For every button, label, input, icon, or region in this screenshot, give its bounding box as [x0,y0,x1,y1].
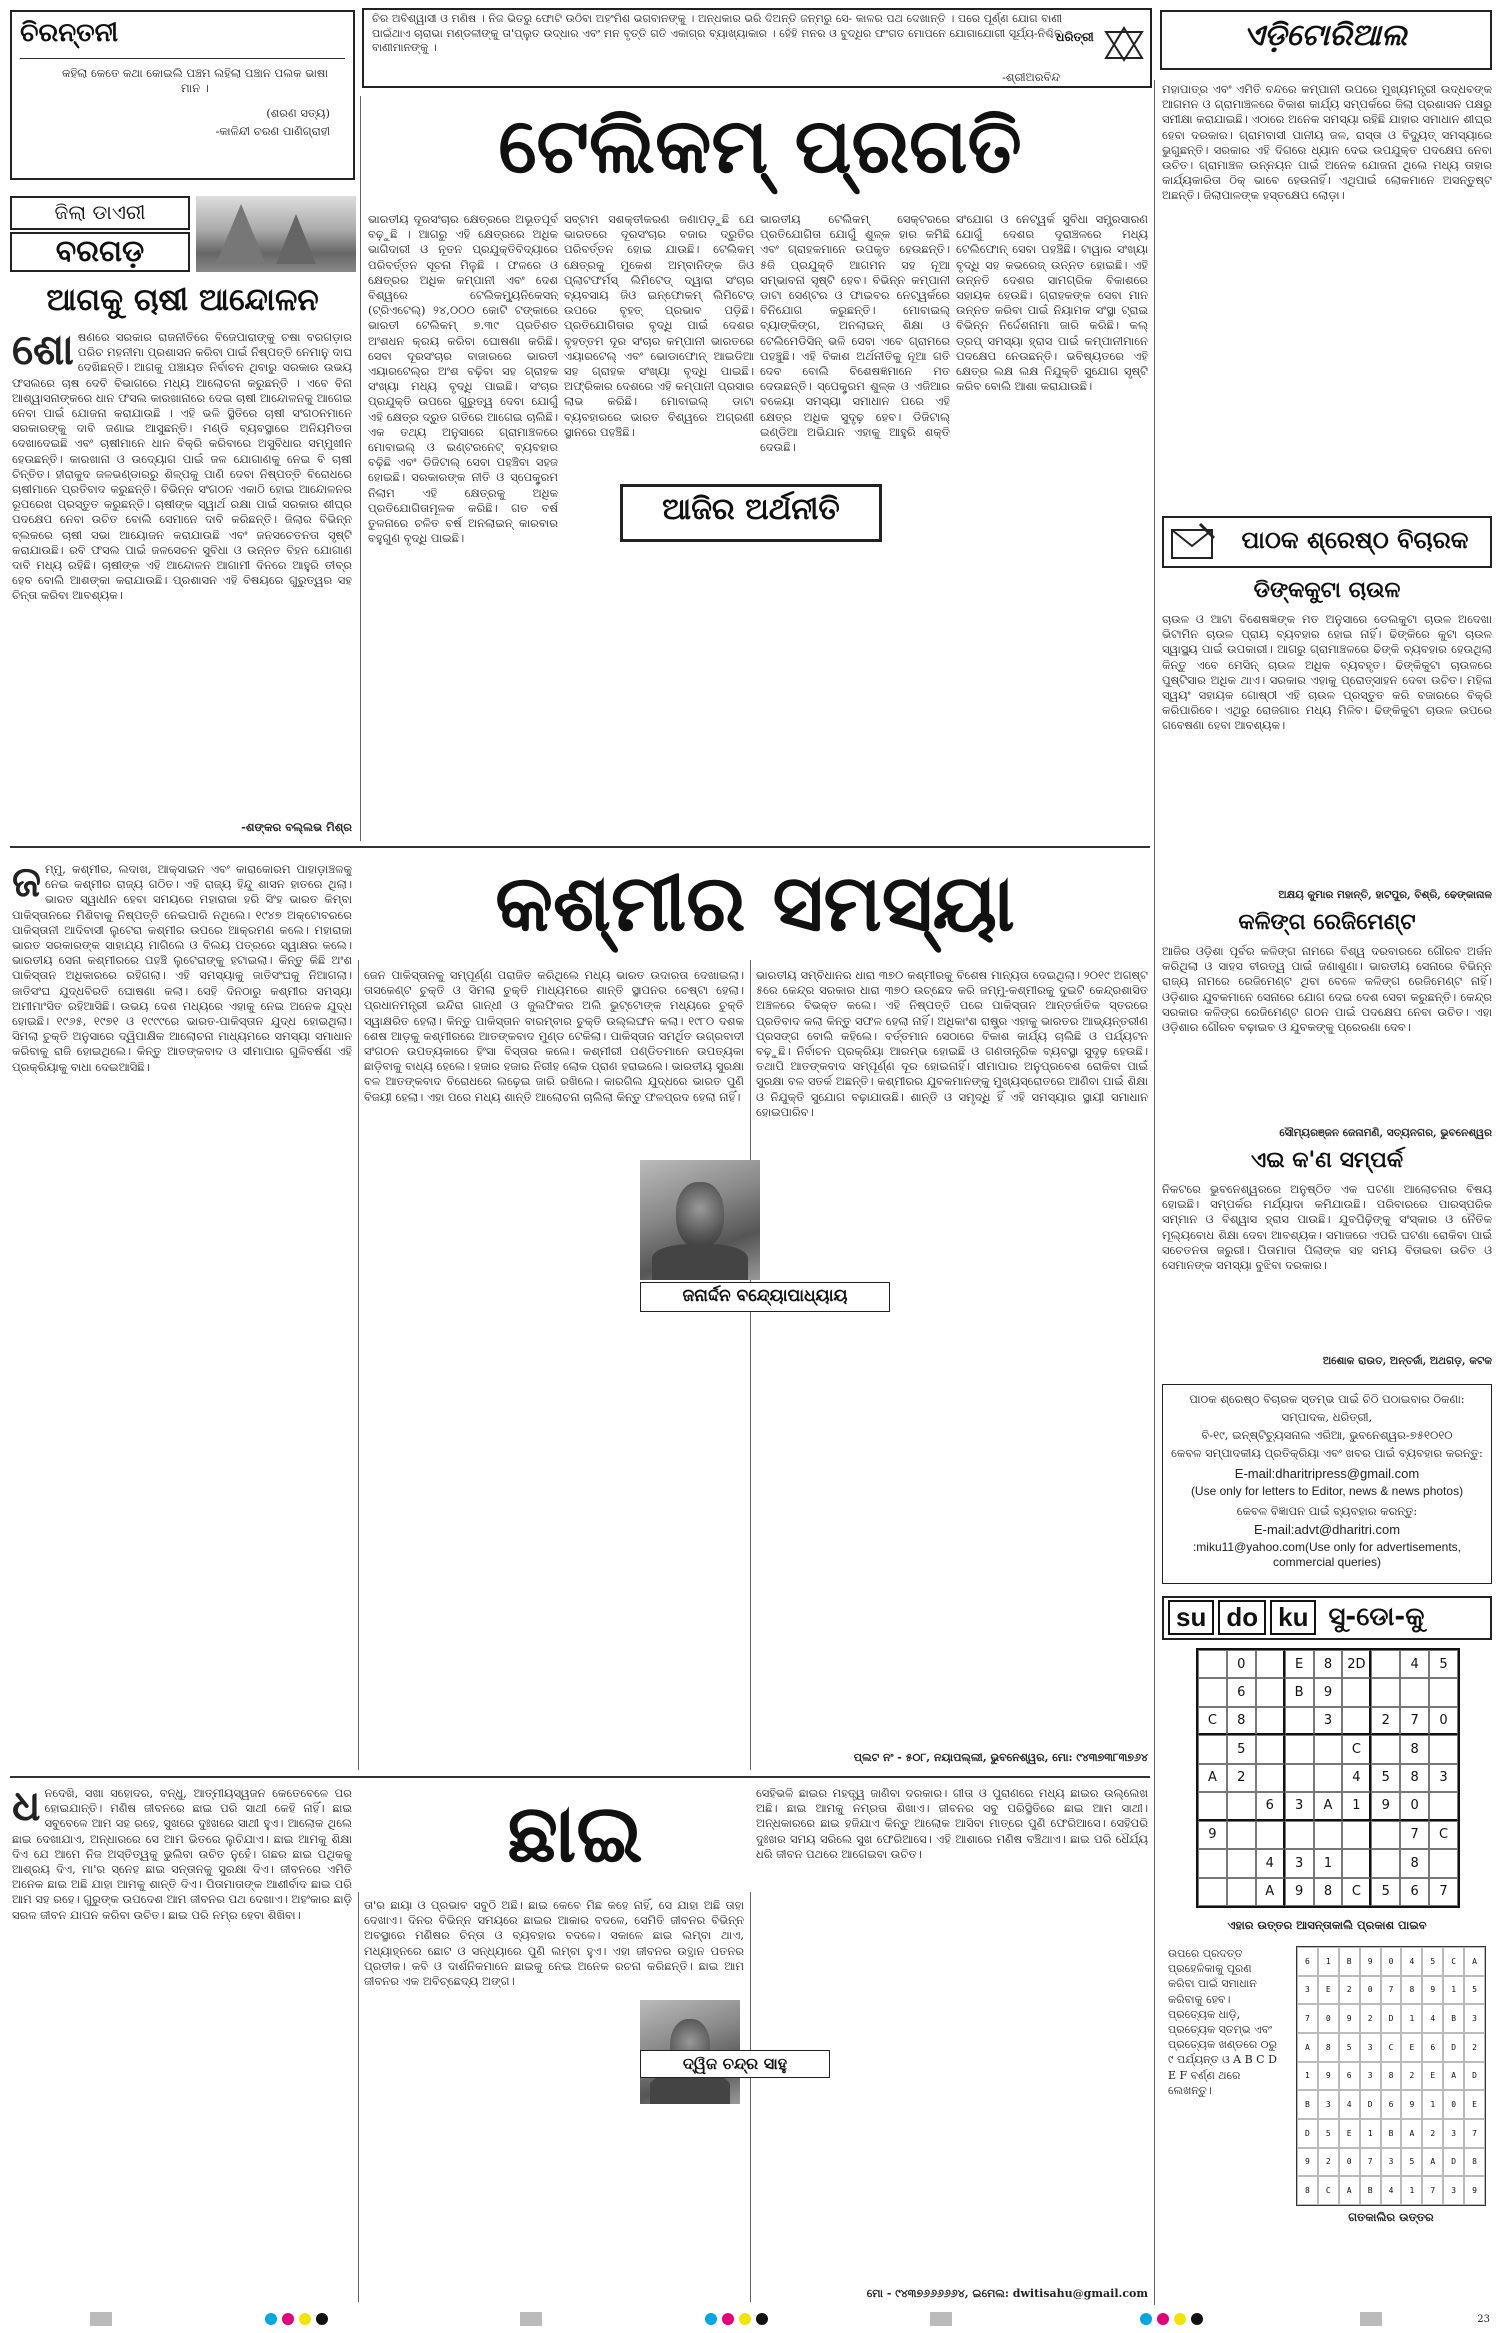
reg-dot-cyan [265,2313,277,2325]
answer-cell: B [1297,2090,1318,2119]
sudoku-cell[interactable] [1285,1707,1314,1735]
reg-dot-cyan-3 [1140,2313,1152,2325]
chirantani-rule [20,58,345,59]
sudoku-cell[interactable]: 5 [1227,1735,1256,1763]
answer-cell: A [1464,1947,1485,1976]
sudoku-cell[interactable] [1342,1849,1371,1877]
answer-cell: E [1464,2090,1485,2119]
zilla-diary-label: ଜିଲା ଡାଏରୀ [54,200,146,224]
answer-cell: 7 [1381,1976,1402,2005]
reg-dot-black-3 [1191,2313,1203,2325]
sudoku-cell[interactable]: 7 [1400,1821,1429,1849]
telecom-col3: ଭାରତୀୟ ଟେଲିକମ୍ ସେକ୍ଟରରେ ପ୍ରତିଯୋଗିତା ଯୋଗୁଁ ଶୁଳ୍କ ହାର କମିଛି ଏବଂ ଗ୍ରାହକମାନେ ଉପକୃତ ହେଉଛନ୍ତି। ୫ଜି ପ୍ରଯୁକ୍ତି ଆଗମନ ସହ ନୂଆ ସମ୍ଭାବନା ସୃଷ୍ଟି ହେବ। ବିଭିନ୍ନ କମ୍ପାନୀ ଡାଟା ସେଣ୍ଟର ଓ ଫାଇବର ନେଟ୍‌ୱର୍କରେ ବିନିଯୋଗ କରୁଛନ୍ତି। ମୋବାଇଲ୍ ବ୍ୟାଙ୍କିଙ୍ଗ, ଅନଲାଇନ୍ ଶିକ୍ଷା ଓ ଟେଲିମେଡିସିନ୍ ଭଳି ସେବା ଏବେ ଗ୍ରାମରେ ପହଞ୍ଚୁଛି। ଏହି ବିକାଶ ଅର୍ଥନୀତିକୁ ନୂଆ ଗତି ଦେବ ବୋଲି ବିଶେଷଜ୍ଞମାନେ ମତ ଦେଉଛନ୍ତି। ସ୍ପେକ୍ଟ୍ରମ ଶୁଳ୍କ ଓ ଏଜିଆର ବକେୟା ସମସ୍ୟା ସମାଧାନ ପରେ ଏହି କ୍ଷେତ୍ର ଅଧିକ ସୁଦୃଢ଼ ହେବ। ଡିଜିଟାଲ୍ ଇଣ୍ଡିଆ ଅଭିଯାନ ଏହାକୁ ଆହୁରି ଶକ୍ତି ଦେଉଛି। [760,212,950,455]
sudoku-cell[interactable]: 7 [1400,1707,1429,1735]
sudoku-cell[interactable]: C [1342,1735,1371,1763]
answer-cell: 5 [1339,2033,1360,2062]
sudoku-cell[interactable] [1285,1821,1314,1849]
sudoku-cell[interactable] [1256,1678,1285,1706]
sudoku-instructions: ଉପରେ ପ୍ରଦତ୍ତ ପ୍ରହେଳିକାକୁ ପୂରଣ କରିବା ପାଇଁ ସମାଧାନ କରିବାକୁ ହେବ। ପ୍ରତ୍ୟେକ ଧାଡ଼ି, ପ୍ରତ୍ୟେକ ସ୍ତମ୍ଭ ଏବଂ ପ୍ରତ୍ୟେକ ଖଣ୍ଡରେ ୦ରୁ ୯ ପର୍ଯ୍ୟନ୍ତ ଓ A B C D E F ବର୍ଣ୍ଣ ଥରେ ଲେଖନ୍ତୁ। [1168,1947,1277,2097]
sudoku-answer-label: ଗତକାଲିର ଉତ୍ତର [1348,2210,1434,2224]
star-emblem-icon [1104,26,1144,62]
answer-cell: 1 [1422,2090,1443,2119]
chirantani-author: -କାଳିନ୍ଦୀ ଚରଣ ପାଣିଗ୍ରାହୀ [215,124,330,138]
sudoku-cell[interactable] [1429,1735,1458,1763]
answer-cell: 3 [1297,1976,1318,2005]
sudoku-cell[interactable] [1198,1849,1227,1877]
sudoku-cell[interactable] [1342,1821,1371,1849]
editorial-brand: ଏଡ଼ିଟୋରିଆଲ [1243,18,1407,53]
answer-cell: C [1381,2033,1402,2062]
answer-cell: 7 [1297,2004,1318,2033]
banner-author: -ଶ୍ରୀଅରବିନ୍ଦ [1002,70,1060,84]
sudoku-cell[interactable] [1429,1849,1458,1877]
sudoku-cell[interactable] [1227,1821,1256,1849]
email-editor-use: (Use only for letters to Editor, news & news photos) [1190,1484,1464,1498]
answer-cell: 5 [1422,1947,1443,1976]
chirantani-source: (ଶରଣ ସତ୍ୟ) [266,106,330,120]
reg-dot-yellow-3 [1174,2313,1186,2325]
sudoku-title-su: su [1168,1600,1214,1635]
sudoku-cell[interactable]: 9 [1371,1792,1400,1820]
answer-cell: 1 [1401,2004,1422,2033]
answer-cell: 6 [1422,2033,1443,2062]
column-divider-1 [360,96,361,841]
answer-cell: A [1339,2176,1360,2205]
sudoku-cell[interactable] [1314,1821,1343,1849]
reg-dot-yellow [299,2313,311,2325]
zilla-district: ବରଗଡ଼ [55,234,145,269]
answer-cell: 1 [1360,2119,1381,2148]
telecom-headline: ଟେଲିକମ୍ ପ୍ରଗତି [498,101,1022,190]
section-rule-kashmir [10,846,1150,848]
kashmir-contact: ପ୍ଲଟ ନଂ - ୫୦୮, ନୟାପଲ୍ଲୀ, ଭୁବନେଶ୍ୱର, ମୋ: ୯୪୩୭୩୮୩୭୬୪ [853,1751,1148,1764]
answer-cell: 1 [1318,1947,1339,1976]
crop-mark-4 [1360,2312,1382,2326]
answer-cell: 6 [1339,2062,1360,2091]
answer-cell: 3 [1318,2090,1339,2119]
answer-cell: 0 [1360,1976,1381,2005]
answer-cell: 2 [1318,2148,1339,2177]
sudoku-cell[interactable] [1285,1735,1314,1763]
answer-cell: 5 [1464,1976,1485,2005]
temple-photo [196,196,356,272]
banner-quote: ଚିର ଅବିଶ୍ୱାସୀ ଓ ମଣିଷ । ନିଜ ଭିତରୁ ଫୋଟି ଉଠିବା ଅହଂମିଶ ଭଗବାନଙ୍କୁ । ଅନ୍ଧକାର ଭରି ଦିଅନ୍ତି ଜନ୍ମରୁ ସେ- କାଳର ପଥ ଦେଖାନ୍ତି । ପରେ ପୂର୍ଣ୍ଣ ଯୋଗ ବାଣୀ ପାଇଁଥାଏ ଚାରାଭା ମଣ୍ଡଳୀଙ୍କୁ ତା'ପ୍ଲୁତ ଉଦ୍ଧାର ଏବଂ ମନ ବୃତ୍ତି ଗତି ଏକାଗ୍ର ବ୍ୟାଖ୍ୟାକାର । ହେଁହି ମନର ଓ ବୁଦ୍ଧିର ଫଂଗତ ମୋପନେ ଯୋଗାଯୋଗୀ ସୂର୍ଯ୍ୟ-ନିଶ୍ଚିତ ବାଣୀମାନଙ୍କୁ । [372,12,1062,54]
zilla-body: ଶୋଷଣରେ ସରକାର ରାଜନୀତିରେ ବିଜେପାରାଙ୍କୁ ଚଷା ବରଗଡ଼ାର ପରିଚ ମହନୀମା ପ୍ରଶାସନ କରିବା ପାଇଁ ନିଷ୍ପତ୍ତି ନେମାନୁ ଦାଘ ଦେଖିଛନ୍ତି। ଆଗକୁ ପଞ୍ଚାୟତ ନିର୍ବାଚନ ଥିବାରୁ ସରକାର ଉଭୟ ଫସଲରେ ଚାଷ ଦେବି ବିଭାଗରେ ମଧ୍ୟ ଆଲୋଚନା କରୁଛନ୍ତି । ଏବେ ବିନା ଆଶ୍ୱାସନାଙ୍କରେ ଧାନ ଫସଲ କାରଖାନାରେ ଦେଇ ଚାଷୀ ଆନ୍ଦୋଳନକୁ ଆଗେଇ ନେବା ପାଇଁ ଯୋଜନା କରାଯାଉଛି । ଏହି ଭଳି ସ୍ଥିତିରେ ଚାଷୀ ସଂଗଠନମାନେ ସରକାରଙ୍କୁ ଦାବି ଜଣାଇ ଆସୁଛନ୍ତି। ମଣ୍ଡି ବ୍ୟବସ୍ଥାରେ ଅନିୟମିତତା ଦେଖାଦେଇଛି ଏବଂ ଚାଷୀମାନେ ଧାନ ବିକ୍ରି କରିବାରେ ଅସୁବିଧାର ସମ୍ମୁଖୀନ ହେଉଛନ୍ତି। କାରଖାନା ଓ ଉଦ୍ୟୋଗ ପାଇଁ ଜଳ ଯୋଗାଣକୁ ନେଇ ବି ଚାଷୀ ଚିନ୍ତିତ। ହୀରାକୁଦ ଜଳଭଣ୍ଡାରରୁ ଶିଳ୍ପକୁ ପାଣି ଦେବା ନିଷ୍ପତ୍ତି ବିରୋଧରେ ଚାଷୀମାନେ ପ୍ରତିବାଦ କରୁଛନ୍ତି। ବିଭିନ୍ନ ସଂଗଠନ ଏକାଠି ହୋଇ ଆନ୍ଦୋଳନର ରୂପରେଖ ପ୍ରସ୍ତୁତ କରୁଛନ୍ତି। ଚାଷୀଙ୍କ ସ୍ୱାର୍ଥ ରକ୍ଷା ପାଇଁ ସରକାର ଶୀଘ୍ର ପଦକ୍ଷେପ ନେବା ଉଚିତ ବୋଲି ସେମାନେ ଦାବି କରିଛନ୍ତି। ଜିଲାର ବିଭିନ୍ନ ବ୍ଲକରେ ଚାଷୀ ସଭା ଆୟୋଜନ କରାଯାଉଛି ଏବଂ ଜନସଚେତନତା ସୃଷ୍ଟି କରାଯାଉଛି। ରବି ଫସଲ ପାଇଁ ଜଳସେଚନ ସୁବିଧା ଓ ଉନ୍ନତ ବିହନ ଯୋଗାଣ ଦାବି ମଧ୍ୟ ରହିଛି। ଚାଷୀଙ୍କ ଏହି ଆନ୍ଦୋଳନ ଆଗାମୀ ଦିନରେ ଆହୁରି ତୀବ୍ର ହେବ ବୋଲି ଆଶଙ୍କା କରାଯାଉଛି। ପ୍ରଶାସନ ଏହି ବିଷୟରେ ଗୁରୁତ୍ୱର ସହ ଚିନ୍ତା କରିବା ଆବଶ୍ୟକ। [12,330,352,603]
sudoku-cell[interactable] [1429,1678,1458,1706]
answer-cell: 2 [1360,2004,1381,2033]
sudoku-title-odia: ସୁ-ଡୋ-କୁ [1328,1602,1425,1632]
sudoku-cell[interactable]: 4 [1256,1849,1285,1877]
kashmir-headline: କଶ୍ମୀର ସମସ୍ୟା [495,859,1015,949]
sudoku-cell[interactable] [1314,1764,1343,1792]
answer-cell: 5 [1318,2119,1339,2148]
sudoku-cell[interactable] [1342,1678,1371,1706]
sudoku-cell[interactable]: 4 [1400,1650,1429,1678]
sudoku-cell[interactable] [1256,1821,1285,1849]
answer-cell: 8 [1318,2033,1339,2062]
sudoku-cell[interactable]: 7 [1429,1878,1458,1906]
sudoku-cell[interactable] [1198,1650,1227,1678]
letters-intro: ମହାପାତ୍ର ଏବଂ ଏମିତି ବନ୍ଦରେ କମ୍ପାନୀ ଉପରେ ମୁଖ୍ୟମନ୍ତ୍ରୀ ଉଦ୍ଧବଙ୍କ ଆଗମନ ଓ ଗ୍ରାମାଞ୍ଚଳରେ ବିକାଶ କାର୍ଯ୍ୟ ସମ୍ପର୍କରେ ଜିଲା ପ୍ରଶାସନ ପକ୍ଷରୁ ସମୀକ୍ଷା କରାଯାଇଛି। ଏଠାରେ ଅନେକ ସମସ୍ୟା ରହିଛି ଯାହାର ସମାଧାନ ଶୀଘ୍ର ହେବା ଦରକାର। ଗ୍ରାମବାସୀ ପାନୀୟ ଜଳ, ରାସ୍ତା ଓ ବିଦ୍ୟୁତ୍ ସମସ୍ୟାରେ ଭୁଗୁଛନ୍ତି। ସରକାର ଏହି ଦିଗରେ ଧ୍ୟାନ ଦେଇ ଉପଯୁକ୍ତ ପଦକ୍ଷେପ ନେବା ଉଚିତ। ଗ୍ରାମାଞ୍ଚଳ ଉନ୍ନୟନ ପାଇଁ ଅନେକ ଯୋଜନା ଥିଲେ ମଧ୍ୟ ତାହାର କାର୍ଯ୍ୟକାରିତା ଠିକ୍ ଭାବେ ହେଉନାହିଁ। ଏଥିପାଇଁ ଲୋକମାନେ ଅସନ୍ତୁଷ୍ଟ ଅଛନ୍ତି। ଜିଲାପାଳଙ୍କ ହସ୍ତକ୍ଷେପ ଲୋଡ଼ା। [1162,82,1492,203]
telecom-col2: ସବ୍‌ଟାମ ସଶକ୍ତୀକରଣ ଜଣାପଡ଼ୁଛି ଯେ ଭାରତରେ ଦୂରସଂଚାର ବଜାର ଦ୍ରୁତିର ପରିବର୍ତ୍ତନ ହୋଇ ଯାଉଛି। ଟେଲିକମ୍ କ୍ଷେତ୍ରକୁ ମୁକେଶ ଅମ୍ବାନିଙ୍କ ଜିଓ ପ୍ଲାଟଫର୍ମସ୍ ଲିମିଟେଡ୍ ଦ୍ୱାରା ସଂଚାର ବ୍ୟବସାୟ ଜିଓ ଇନ୍‌ଫୋକମ୍ ଲିମିଟେଡ୍ ଉପରେ ବୃହତ୍ ପ୍ରଭାବ ପଡ଼ିଛି। ପ୍ରତିଯୋଗିତାର ବୃଦ୍ଧି ପାଇଁ ଦେଶର ବୃହତ୍ତମ ଦୂର ସଂଚାର କମ୍ପାନୀ ଭାରତରେ ଏୟାରଟେଲ୍ ଏବଂ ଭୋଡାଫୋନ୍ ଆଇଡିଆ ସହ ଗ୍ରାହକ ସଂଖ୍ୟା ବୃଦ୍ଧି ପାଇଛି। ଅଫ୍ରିକାର ଦେଶରେ ଏହି କମ୍ପାନୀ ପ୍ରସାର ଲାଭ କରିଛି। ମୋବାଇଲ୍ ଡାଟା ବ୍ୟବହାରରେ ଭାରତ ବିଶ୍ୱରେ ଅଗ୍ରଣୀ ସ୍ଥାନରେ ପହଞ୍ଚିଛି। [564,212,754,439]
answer-cell: 2 [1401,2062,1422,2091]
answer-cell: 9 [1401,2090,1422,2119]
answer-cell: A [1297,2033,1318,2062]
answer-cell: D [1381,2004,1402,2033]
letter1-body: ଚାଉଳ ଓ ଆଟା ବିଶେଷଜ୍ଞଙ୍କ ମତ ଅନୁସାରେ ଡେଲକୁଟା ଚାଉଳ ଅଦେଖା ଭିଟାମିନ ଚାଉଳ ପ୍ରାୟ ବ୍ୟବହାର ହୋଇ ନାହିଁ। ଢିଙ୍କିରେ କୁଟା ଚାଉଳ ସ୍ୱାସ୍ଥ୍ୟ ପାଇଁ ଉପକାରୀ। ଆଗରୁ ଗ୍ରାମାଞ୍ଚଳରେ ଢିଙ୍କି ବ୍ୟବହାର ହେଉଥିଲା କିନ୍ତୁ ଏବେ ମେସିନ୍ ଚାଉଳ ଅଧିକ ବ୍ୟବହୃତ। ଢିଙ୍କିକୁଟା ଚାଉଳରେ ପୁଷ୍ଟିସାର ଅଧିକ ଥାଏ। ସରକାର ଏହାକୁ ପ୍ରୋତ୍ସାହନ ଦେବା ଉଚିତ। ମହିଳା ସ୍ୱୟଂ ସହାୟକ ଗୋଷ୍ଠୀ ଏହି ଚାଉଳ ପ୍ରସ୍ତୁତ କରି ବଜାରରେ ବିକ୍ରି କରିପାରିବେ। ଏଥିରୁ ରୋଜଗାର ମଧ୍ୟ ମିଳିବ। ଢିଙ୍କିକୁଟା ଚାଉଳ ଉପରେ ଗବେଷଣା ହେବା ଆବଶ୍ୟକ। [1162,612,1492,733]
sudoku-cell[interactable]: 5 [1371,1878,1400,1906]
letter2-author: ସୌମ୍ୟରଞ୍ଜନ ଜେନାମଣି, ସତ୍ୟନଗର, ଭୁବନେଶ୍ୱର [1279,1127,1492,1139]
answer-cell: 9 [1422,1976,1443,2005]
sudoku-cell[interactable]: 1 [1314,1849,1343,1877]
zilla-author: -ଶଙ୍କର ବଲ୍ଲଭ ମିଶ୍ର [241,820,352,834]
sudoku-cell[interactable]: 3 [1285,1849,1314,1877]
sudoku-cell[interactable] [1400,1678,1429,1706]
contact-address: ବି-୧୯, ଇନ୍‌ଷ୍ଟିଚ୍ୟୁସନାଲ ଏରିଆ, ଭୁବନେଶ୍ୱର-୭୫୧୦୧୦ [1201,1428,1453,1442]
sudoku-title [1168,1600,1424,1635]
contact-note: କେବଳ ସମ୍ପାଦକୀୟ ପ୍ରତିକ୍ରିୟା ଏବଂ ଖବର ପାଇଁ ବ୍ୟବହାର କରନ୍ତୁ: [1171,1446,1483,1460]
reg-dot-magenta-2 [722,2313,734,2325]
sudoku-cell[interactable]: E [1285,1650,1314,1678]
sudoku-title-ku: ku [1270,1600,1316,1635]
sudoku-cell[interactable]: 9 [1285,1878,1314,1906]
answer-cell: 8 [1381,2062,1402,2091]
email-editor[interactable]: E-mail:dharitripress@gmail.com [1234,1466,1420,1481]
answer-cell: 0 [1443,2090,1464,2119]
zilla-dropcap: ଶୋ [12,330,74,374]
answer-cell: 2 [1422,2119,1443,2148]
answer-cell: 4 [1339,2090,1360,2119]
answer-cell: 1 [1443,1976,1464,2005]
telecom-col1: ଭାରତୀୟ ଦୂରସଂଚାର କ୍ଷେତ୍ରରେ ଅଭୂତପୂର୍ବ ବଢ଼ୁଛି । ଆଗରୁ ଏହି କ୍ଷେତ୍ରରେ ଅଧିକ ଭାଗିଦାରୀ ଓ ନୂତନ ପ୍ରଯୁକ୍ତିବିଦ୍ୟାରେ ପରିବର୍ତ୍ତନ ସୂଚନା ମିଳୁଛି । ଫଳରେ ଓ କ୍ଷେତ୍ରର ଅଧିକ କମ୍ପାନୀ ଏବଂ ଦେଶ ବିଶ୍ୱରେ ଟେଲିକମ୍ୟୁନିକେସନ୍ (ଟ୍ରିଏଟେଲ୍) ୨୪,୦୦୦ କୋଟି ଟଙ୍କାରେ ଭାରତୀ ଟେଲିକମ୍ ୭.୩୯ ପ୍ରତିଶତ ଅଂଶଧନ କ୍ରୟ କରିବା ଘୋଷଣା କରିଛି। ସେବା ଦୂରସଂଚାର ବାଜାରରେ ଭାରତୀ ଏୟାରଟେଲ୍‌ର ଅଂଶ ବଢ଼ିବା ସହ ଗ୍ରାହକ ସଂଖ୍ୟା ମଧ୍ୟ ବୃଦ୍ଧି ପାଇଛି। ସଂଚାର ପ୍ରଯୁକ୍ତି ଉପରେ ଗୁରୁତ୍ୱ ଦେବା ଯୋଗୁଁ ଏହି କ୍ଷେତ୍ର ଦ୍ରୁତ ଗତିରେ ଆଗେଇ ଚାଲିଛି। ଏକ ତଥ୍ୟ ଅନୁସାରେ ଗ୍ରାମାଞ୍ଚଳରେ ମୋବାଇଲ୍ ଓ ଇଣ୍ଟରନେଟ୍ ବ୍ୟବହାର ବଢ଼ିଛି ଏବଂ ଡିଜିଟାଲ୍ ସେବା ପହଞ୍ଚିବା ସହଜ ହୋଇଛି। ସରକାରଙ୍କ ନୀତି ଓ ସ୍ପେକ୍ଟ୍ରମ ନିଲାମ ଏହି କ୍ଷେତ୍ରକୁ ଅଧିକ ପ୍ରତିଯୋଗିତାମୂଳକ କରିଛି। ଗତ ବର୍ଷ ତୁଳନାରେ ଚଳିତ ବର୍ଷ ଅନଲାଇନ୍ କାରବାର ବହୁଗୁଣ ବୃଦ୍ଧି ପାଇଛି। [368,212,558,546]
reg-dot-black [316,2313,328,2325]
sudoku-cell[interactable]: 9 [1314,1678,1343,1706]
answer-cell: 9 [1297,2148,1318,2177]
crop-mark-2 [520,2312,542,2326]
answer-cell: D [1464,2062,1485,2091]
answer-cell: A [1422,2148,1443,2177]
kashmir-author: ଜନାର୍ଦ୍ଦନ ବନ୍ଦ୍ୟୋପାଧ୍ୟାୟ [682,1286,848,1306]
kashmir-author-photo [640,1160,760,1280]
kashmir-divider-2 [750,960,751,1770]
sudoku-cell[interactable] [1256,1650,1285,1678]
sudoku-grid[interactable] [1196,1648,1460,1908]
answer-cell: 3 [1443,2176,1464,2205]
sudoku-cell[interactable]: 8 [1227,1707,1256,1735]
answer-cell: B [1381,2119,1402,2148]
letter2-title: କଳିଙ୍ଗ ରେଜିମେଣ୍ଟ [1238,910,1416,935]
answer-cell: 1 [1401,2176,1422,2205]
answer-cell: 3 [1360,2033,1381,2062]
sudoku-cell[interactable] [1198,1878,1227,1906]
chhai-col1: ଧନଦେଖି, ସଖା ସହୋଦର, ବନ୍ଧୁ, ଆତ୍ମୀୟସ୍ୱଜନ କେତେବେଳେ ପର ହୋଇଯାନ୍ତି। ମଣିଷ ଜୀବନରେ ଛାଇ ପରି ସାଥୀ କେହି ନାହିଁ। ଛାଇ ସବୁବେଳେ ଆମ ସହ ରହେ, ସୁଖରେ ଦୁଃଖରେ ସାଥୀ ହୁଏ। ଆଲୋକ ଥିଲେ ଛାଇ ଦେଖାଯାଏ, ଅନ୍ଧାରରେ ସେ ଆମ ଭିତରେ ଲୁଚିଯାଏ। ଛାଇ ଆମକୁ ଶିକ୍ଷା ଦିଏ ଯେ ଆମେ ନିଜ ଅସ୍ତିତ୍ୱକୁ ଭୁଲିବା ଉଚିତ ନୁହେଁ। ଗଛର ଛାଇ ପଥିକକୁ ଆଶ୍ରୟ ଦିଏ, ମା'ର ସ୍ନେହ ଛାଇ ସନ୍ତାନକୁ ସୁରକ୍ଷା ଦିଏ। ଜୀବନରେ ଏମିତି ଅନେକ ଛାଇ ଅଛି ଯାହା ଆମକୁ ଶାନ୍ତି ଦିଏ। ପିତାମାତାଙ୍କ ଆଶୀର୍ବାଦ ଛାଇ ପରି ଆମ ସହ ରହେ। ଗୁରୁଙ୍କ ଉପଦେଶ ଆମ ଜୀବନର ପଥ ଦେଖାଏ। ଅହଂକାର ଛାଡ଼ି ସରଳ ଜୀବନ ଯାପନ କରିବା ଉଚିତ। ଛାଇ ପରି ନମ୍ର ହେବା ଶିଖିବା। [12,1786,352,1922]
answer-cell: 7 [1464,2119,1485,2148]
answer-cell: B [1360,2176,1381,2205]
sudoku-cell[interactable]: 0 [1400,1792,1429,1820]
answer-cell: 1 [1297,2062,1318,2091]
kashmir-col3: ଭାରତୀୟ ସମ୍ବିଧାନର ଧାରା ୩୭୦ କଶ୍ମୀରକୁ ବିଶେଷ ମାନ୍ୟତା ଦେଇଥିଲା। ୨୦୧୯ ଅଗଷ୍ଟ ୫ରେ କେନ୍ଦ୍ର ସରକାର ଧାରା ୩୭୦ ଉଚ୍ଛେଦ କରି ଜମ୍ମୁ-କଶ୍ମୀରକୁ ଦୁଇଟି କେନ୍ଦ୍ରଶାସିତ ଅଞ୍ଚଳରେ ବିଭକ୍ତ କଲେ। ଏହି ନିଷ୍ପତ୍ତି ପରେ ପାକିସ୍ତାନ ଆନ୍ତର୍ଜାତିକ ସ୍ତରରେ ପ୍ରତିବାଦ କଲା କିନ୍ତୁ ସଫଳ ହେଲା ନାହିଁ। ଅଧିକାଂଶ ରାଷ୍ଟ୍ର ଏହାକୁ ଭାରତର ଆଭ୍ୟନ୍ତରୀଣ ପ୍ରସଙ୍ଗ ବୋଲି କହିଲେ। ବର୍ତ୍ତମାନ ସେଠାରେ ବିକାଶ କାର୍ଯ୍ୟ ଚାଲିଛି ଓ ପର୍ଯ୍ୟଟନ ବଢ଼ୁଛି। ନିର୍ବାଚନ ପ୍ରକ୍ରିୟା ଆରମ୍ଭ ହୋଇଛି ଓ ଗଣତାନ୍ତ୍ରିକ ବ୍ୟବସ୍ଥା ସୁଦୃଢ଼ ହେଉଛି। ତଥାପି ଆତଙ୍କବାଦ ସମ୍ପୂର୍ଣ୍ଣ ଦୂର ହୋଇନାହିଁ। ସୀମାପାର ଅନୁପ୍ରବେଶ ରୋକିବା ପାଇଁ ସୁରକ୍ଷା ବଳ ସତର୍କ ଅଛନ୍ତି। କଶ୍ମୀରର ଯୁବକମାନଙ୍କୁ ମୁଖ୍ୟସ୍ରୋତରେ ଆଣିବା ପାଇଁ ଶିକ୍ଷା ଓ ନିଯୁକ୍ତି ସୁଯୋଗ ବଢ଼ାଯାଉଛି। ଶାନ୍ତି ଓ ସମୃଦ୍ଧି ହିଁ ଏହି ସମସ୍ୟାର ସ୍ଥାୟୀ ସମାଧାନ ହୋଇପାରିବ। [756,968,1148,1119]
letter3-author: ଅଶୋକ ରାଉତ, ଅନ୍ତର୍ଜା, ଅଥଗଡ଼, କଟକ [1322,1355,1492,1367]
sudoku-cell[interactable] [1371,1821,1400,1849]
sudoku-cell[interactable] [1371,1678,1400,1706]
reg-dot-black-2 [756,2313,768,2325]
sudoku-title-do: do [1218,1600,1266,1635]
ad-note: କେବଳ ବିଜ୍ଞାପନ ପାଇଁ ବ୍ୟବହାର କରନ୍ତୁ: [1236,1504,1418,1518]
answer-cell: B [1443,2004,1464,2033]
chhai-col2: ତା'ର ଛାୟା ଓ ପ୍ରଭାବ ସବୁଠି ଅଛି। ଛାଇ କେବେ ମିଛ କହେ ନାହିଁ, ସେ ଯାହା ଅଛି ତାହା ଦେଖାଏ। ଦିନର ବିଭିନ୍ନ ସମୟରେ ଛାଇର ଆକାର ବଦଳେ, ସେମିତି ଜୀବନର ବିଭିନ୍ନ ଅବସ୍ଥାରେ ମଣିଷର ଚିନ୍ତା ଓ ବ୍ୟବହାର ବଦଳେ। ସକାଳେ ଛାଇ ଲମ୍ବା ଥାଏ, ମଧ୍ୟାହ୍ନରେ ଛୋଟ ଓ ସନ୍ଧ୍ୟାରେ ପୁଣି ଲମ୍ବା ହୁଏ। ଏହା ଜୀବନର ଉତ୍ଥାନ ପତନର ପ୍ରତୀକ। କବି ଓ ଦାର୍ଶନିକମାନେ ଛାଇକୁ ନେଇ ଅନେକ ରଚନା କରିଛନ୍ତି। ଛାଇ ଆମ ଜୀବନର ଏକ ଅବିଚ୍ଛେଦ୍ୟ ଅଙ୍ଗ। [364,1898,744,1989]
sudoku-cell[interactable]: A [1198,1764,1227,1792]
answer-cell: 5 [1401,2148,1422,2177]
reg-dot-magenta-3 [1157,2313,1169,2325]
answer-cell: 0 [1381,1947,1402,1976]
chhai-dropcap: ଧ [12,1786,41,1830]
contact-editor: ସମ୍ପାଦକ, ଧରିତ୍ରୀ, [1281,1410,1373,1424]
sudoku-cell[interactable]: 5 [1371,1764,1400,1792]
answer-cell: D [1360,2090,1381,2119]
sudoku-cell[interactable] [1342,1707,1371,1735]
sudoku-cell[interactable] [1198,1735,1227,1763]
kashmir-col2: ଜେନ ପାକିସ୍ତାନକୁ ସମ୍ପୂର୍ଣ୍ଣ ପରାଜିତ କରିଥିଲେ ମଧ୍ୟ ଭାରତ ଉଦାରତା ଦେଖାଇଲା। ତାସକେଣ୍ଟ ଚୁକ୍ତି ଓ ସିମଲା ଚୁକ୍ତି ମାଧ୍ୟମରେ ଶାନ୍ତି ସ୍ଥାପନର ଚେଷ୍ଟା ହେଲା। ପ୍ରଧାନମନ୍ତ୍ରୀ ଇନ୍ଦିରା ଗାନ୍ଧୀ ଓ ଜୁଲଫିକର ଅଲି ଭୁଟ୍ଟୋଙ୍କ ମଧ୍ୟରେ ଚୁକ୍ତି ସ୍ୱାକ୍ଷରିତ ହେଲା। କିନ୍ତୁ ପାକିସ୍ତାନ ବାରମ୍ବାର ଚୁକ୍ତି ଉଲ୍ଲଙ୍ଘନ କଲା। ୧୯୮୦ ଦଶକ ଶେଷ ଆଡ଼କୁ କଶ୍ମୀରରେ ଆତଙ୍କବାଦ ମୁଣ୍ଡ ଟେକିଲା। ପାକିସ୍ତାନ ସମର୍ଥିତ ଉଗ୍ରବାଦୀ ସଂଗଠନ ଉପତ୍ୟକାରେ ହିଂସା ବିସ୍ତାର କଲେ। କଶ୍ମୀରୀ ପଣ୍ଡିତମାନେ ଉପତ୍ୟକା ଛାଡ଼ିବାକୁ ବାଧ୍ୟ ହେଲେ। ହଜାର ହଜାର ନିରୀହ ଲୋକ ପ୍ରାଣ ହରାଇଲେ। ଭାରତୀୟ ସୁରକ୍ଷା ବଳ ଆତଙ୍କବାଦ ବିରୋଧରେ ଲଢ଼େଇ ଜାରି ରଖିଲେ। କାରଗିଲ ଯୁଦ୍ଧରେ ଭାରତ ପୁଣି ବିଜୟୀ ହେଲା। ଏହା ପରେ ମଧ୍ୟ ଶାନ୍ତି ଆଲୋଚନା ଚାଲିଲା କିନ୍ତୁ ଫଳପ୍ରଦ ହେଲା ନାହିଁ। [364,968,744,1104]
answer-cell: E [1422,2062,1443,2091]
sudoku-cell[interactable]: C [1429,1821,1458,1849]
answer-cell: 7 [1360,2148,1381,2177]
answer-cell: 2 [1339,1976,1360,2005]
answer-cell: 4 [1381,2176,1402,2205]
crop-mark-3 [930,2312,952,2326]
sudoku-cell[interactable]: 3 [1285,1792,1314,1820]
sudoku-cell[interactable]: 3 [1314,1707,1343,1735]
answer-cell: 2 [1464,2033,1485,2062]
answer-cell: A [1443,2062,1464,2091]
sudoku-cell[interactable]: 8 [1314,1878,1343,1906]
letter3-title: ଏଇ କ'ଣ ସମ୍ପର୍କ [1250,1148,1404,1173]
kashmir-dropcap: ଜ [12,862,42,906]
sudoku-cell[interactable] [1371,1650,1400,1678]
sudoku-cell[interactable]: 1 [1342,1792,1371,1820]
sudoku-cell[interactable]: 8 [1400,1735,1429,1763]
answer-cell: D [1297,2119,1318,2148]
sudoku-cell[interactable]: 8 [1400,1849,1429,1877]
answer-cell: C [1443,1947,1464,1976]
answer-cell: 9 [1318,2062,1339,2091]
letter3-body: ନିକଟରେ ଭୁବନେଶ୍ୱରରେ ଅନୁଷ୍ଠିତ ଏକ ଘଟଣା ଆଲୋଚନାର ବିଷୟ ହୋଇଛି। ସମ୍ପର୍କର ମର୍ଯ୍ୟାଦା କମିଯାଉଛି। ପରିବାରରେ ପାରସ୍ପରିକ ସମ୍ମାନ ଓ ବିଶ୍ୱାସ ହ୍ରାସ ପାଉଛି। ଯୁବପିଢ଼ିଙ୍କୁ ସଂସ୍କାର ଓ ନୈତିକ ମୂଲ୍ୟବୋଧ ଶିକ୍ଷା ଦେବା ଆବଶ୍ୟକ। ସମାଜରେ ଏପରି ଘଟଣା ରୋକିବା ପାଇଁ ସଚେତନତା ଜରୁରୀ। ପିତାମାତା ପିଲାଙ୍କ ସହ ସମୟ ବିତାଇବା ଉଚିତ ଓ ସେମାନଙ୍କ ସମସ୍ୟା ବୁଝିବା ଦରକାର। [1162,1182,1492,1273]
sudoku-cell[interactable]: 6 [1227,1678,1256,1706]
chirantani-quote: କହିଲା କେତେ କଥା କୋଇଲି ପଞ୍ଚମ ଲହିଲା ପଞ୍ଚାନ ପଲକ ଭାଷା ମାନ । [61,66,329,96]
answer-cell: 3 [1360,2062,1381,2091]
sudoku-cell[interactable]: A [1256,1878,1285,1906]
sudoku-cell[interactable]: 0 [1429,1707,1458,1735]
answer-cell: D [1443,2148,1464,2177]
chhai-author: ଦ୍ୱିଜ ଚନ୍ଦ୍ର ସାହୁ [682,2054,788,2073]
letter1-author: ଅକ୍ଷୟ କୁମାର ମହାନ୍ତି, ହାଟପୁର, ବିଶ୍ରି, ଢେଙ୍କାନାଳ [1278,889,1492,901]
column-divider-2 [1154,80,1155,2305]
letter1-title: ଡିଙ୍କକୁଟା ଚାଉଳ [1253,578,1401,603]
answer-cell: E [1401,2033,1422,2062]
answer-cell: 4 [1422,2004,1443,2033]
answer-cell: 4 [1401,1947,1422,1976]
chhai-divider-2 [750,1892,751,2302]
sudoku-cell[interactable] [1256,1707,1285,1735]
sudoku-footer: ଏହାର ଉତ୍ତର ଆସନ୍ତାକାଲି ପ୍ରକାଶ ପାଇବ [1227,1918,1427,1932]
sudoku-cell[interactable]: C [1342,1878,1371,1906]
sudoku-cell[interactable]: 8 [1400,1764,1429,1792]
sudoku-cell[interactable]: 5 [1429,1650,1458,1678]
sudoku-cell[interactable]: 6 [1400,1878,1429,1906]
answer-cell: 9 [1464,2176,1485,2205]
chhai-headline: ଛାଇ [507,1787,643,1880]
sudoku-cell[interactable] [1285,1764,1314,1792]
sudoku-cell[interactable]: 6 [1256,1792,1285,1820]
sudoku-cell[interactable] [1256,1735,1285,1763]
sudoku-cell[interactable] [1314,1735,1343,1763]
answer-cell: 0 [1318,2004,1339,2033]
answer-cell: 3 [1464,2004,1485,2033]
answer-cell: 3 [1443,2119,1464,2148]
sudoku-cell[interactable] [1371,1849,1400,1877]
chhai-col3: ସେହିଭଳି ଛାଇର ମହତ୍ତ୍ୱ ଜାଣିବା ଦରକାର। ଗୀତା ଓ ପୁରାଣରେ ମଧ୍ୟ ଛାଇର ଉଲ୍ଲେଖ ଅଛି। ଛାଇ ଆମକୁ ନମ୍ରତା ଶିଖାଏ। ଜୀବନର ସବୁ ପରିସ୍ଥିତିରେ ଛାଇ ଆମ ସାଥୀ। ଅନ୍ଧକାରରେ ଛାଇ ହଜିଯାଏ କିନ୍ତୁ ଆଲୋକ ଆସିବା ମାତ୍ରେ ପୁଣି ଫେରିଆସେ। ସେହିପରି ଦୁଃଖର ସମୟ ସରିଲେ ସୁଖ ଫେରିଆସେ। ଏହି ଆଶାରେ ମଣିଷ ବଞ୍ଚିଥାଏ। ଛାଇ ପରି ଧୈର୍ଯ୍ୟ ଧରି ଜୀବନ ପଥରେ ଆଗେଇବା ଉଚିତ। [756,1786,1148,1861]
answer-cell: A [1401,2119,1422,2148]
sudoku-cell[interactable]: A [1314,1792,1343,1820]
answer-cell: 6 [1297,1947,1318,1976]
letters-section-title: ପାଠକ ଶ୍ରେଷ୍ଠ ବିଚାରକ [1241,526,1469,554]
crop-mark-1 [90,2312,112,2326]
answer-cell: D [1443,2033,1464,2062]
sudoku-cell[interactable]: 0 [1227,1650,1256,1678]
email-ad[interactable]: E-mail:advt@dharitri.com [1253,1522,1401,1537]
answer-cell: E [1318,1976,1339,2005]
contact-intro: ପାଠକ ଶ୍ରେଷ୍ଠ ବିଚାରକ ସ୍ତମ୍ଭ ପାଇଁ ଚିଠି ପଠାଇବାର ଠିକଣା: [1189,1392,1465,1406]
answer-cell: 3 [1381,2148,1402,2177]
sudoku-cell[interactable]: 2D [1342,1650,1371,1678]
sudoku-cell[interactable] [1256,1764,1285,1792]
sudoku-cell[interactable] [1227,1849,1256,1877]
letter2-body: ଆଜିର ଓଡ଼ିଶା ପୂର୍ବର କଳିଙ୍ଗ ନାମରେ ବିଶ୍ୱ ଦରବାରରେ ଗୌରବ ଅର୍ଜନ କରିଥିଲା ଓ ସାହସ ବୀରତ୍ୱ ପାଇଁ ଜଣାଶୁଣା। ଭାରତୀୟ ସେନାରେ ବିଭିନ୍ନ ରାଜ୍ୟ ନାମରେ ରେଜିମେଣ୍ଟ ଥିବା ବେଳେ କଳିଙ୍ଗ ରେଜିମେଣ୍ଟ ନାହିଁ। ଓଡ଼ିଶାର ଯୁବକମାନେ ସେନାରେ ଯୋଗ ଦେଇ ଦେଶ ସେବା କରୁଛନ୍ତି। କେନ୍ଦ୍ର ସରକାର କଳିଙ୍ଗ ରେଜିମେଣ୍ଟ ଗଠନ ପାଇଁ ପଦକ୍ଷେପ ନେବା ଉଚିତ। ଏହା ଓଡ଼ିଶାର ଗୌରବ ବଢ଼ାଇବ ଓ ଯୁବକଙ୍କୁ ପ୍ରେରଣା ଦେବ। [1162,944,1492,1035]
telecom-col4: ସଂଯୋଗ ଓ ନେଟ୍‌ୱର୍କ ସୁବିଧା ସମ୍ପ୍ରସାରଣ ଯୋଗୁଁ ଦେଶର ଦୂରାଞ୍ଚଳରେ ମଧ୍ୟ ଟେଲିଫୋନ୍ ସେବା ପହଞ୍ଚିଛି। ଟାୱାର ସଂଖ୍ୟା ବୃଦ୍ଧି ସହ କଭରେଜ୍ ଉନ୍ନତ ହୋଇଛି। ଏହି ଉନ୍ନତି ଦେଶର ସାମଗ୍ରିକ ବିକାଶରେ ସହାୟକ ହେଉଛି। ଗ୍ରାହକଙ୍କ ସେବା ମାନ ଉନ୍ନତ କରିବା ପାଇଁ ନିୟାମକ ସଂସ୍ଥା ଟ୍ରାଇ ବିଭିନ୍ନ ନିର୍ଦ୍ଦେଶନାମା ଜାରି କରିଛି। କଲ୍ ଡ୍ରପ୍ ସମସ୍ୟା ହ୍ରାସ ପାଇଁ କମ୍ପାନୀମାନେ ପଦକ୍ଷେପ ନେଉଛନ୍ତି। ଭବିଷ୍ୟତରେ ଏହି କ୍ଷେତ୍ର ଲକ୍ଷ ଲକ୍ଷ ନିଯୁକ୍ତି ସୁଯୋଗ ସୃଷ୍ଟି କରିବ ବୋଲି ଆଶା କରାଯାଉଛି। [956,212,1148,394]
banner-brand: ଧରିତ୍ରୀ [1056,30,1094,44]
sudoku-cell[interactable]: 8 [1314,1650,1343,1678]
sudoku-cell[interactable]: 2 [1371,1707,1400,1735]
envelope-icon [1170,522,1216,562]
reg-dot-yellow-2 [739,2313,751,2325]
chhai-divider-1 [358,1892,359,2302]
sudoku-cell[interactable]: C [1198,1707,1227,1735]
answer-cell: E [1339,2119,1360,2148]
sudoku-cell[interactable]: B [1285,1678,1314,1706]
answer-cell: 8 [1464,2148,1485,2177]
sudoku-cell[interactable] [1429,1792,1458,1820]
chirantani-title: ଚିରନ୍ତନୀ [20,18,119,48]
sudoku-cell[interactable]: 9 [1198,1821,1227,1849]
sudoku-cell[interactable] [1198,1792,1227,1820]
email-ad-alt[interactable]: :miku11@yahoo.com(Use only for advertisements, commercial queries) [1192,1540,1462,1570]
answer-cell: 8 [1297,2176,1318,2205]
answer-cell: 6 [1381,2090,1402,2119]
sudoku-cell[interactable] [1227,1792,1256,1820]
section-rule-chhai [10,1776,1150,1778]
answer-cell: C [1318,2176,1339,2205]
sudoku-cell[interactable] [1227,1878,1256,1906]
kashmir-col1: ଜମ୍ମୁ, କଶ୍ମୀର, ଲଦାଖ, ଆକ୍ସାଇନ ଏବଂ କାରାକୋରମ ପାହାଡ଼ାଞ୍ଚଳକୁ ନେଇ କଶ୍ମୀର ରାଜ୍ୟ ଗଠିତ। ଏହି ରାଜ୍ୟ ହିନ୍ଦୁ ଶାସନ ହାତରେ ଥିଲା। ଭାରତ ସ୍ୱାଧୀନ ହେବା ସମୟରେ ମହାରାଜା ହରି ସିଂହ ଭାରତ କିମ୍ବା ପାକିସ୍ତାନରେ ମିଶିବାକୁ ନିଷ୍ପତ୍ତି ନେଇପାରି ନଥିଲେ। ୧୯୪୭ ଅକ୍ଟୋବରରେ ପାକିସ୍ତାନୀ ଆଦିବାସୀ ଲୁଟେରା କଶ୍ମୀର ଉପରେ ଆକ୍ରମଣ କଲେ। ମହାରାଜା ଭାରତ ସରକାରଙ୍କ ସାହାଯ୍ୟ ମାଗିଲେ ଓ ବିଲୟ ପତ୍ରରେ ସ୍ୱାକ୍ଷର କଲେ। ଭାରତୀୟ ସେନା କଶ୍ମୀରରେ ପହଞ୍ଚି ଲୁଟେରାଙ୍କୁ ହଟାଇଲା। କିନ୍ତୁ କିଛି ଅଂଶ ପାକିସ୍ତାନ ଅଧିକାରରେ ରହିଗଲା। ଏହି ସମସ୍ୟାକୁ ଜାତିସଂଘକୁ ନିଆଗଲା। ଜାତିସଂଘ ଯୁଦ୍ଧବିରତି ଘୋଷଣା କଲା। ସେହି ଦିନଠାରୁ କଶ୍ମୀର ସମସ୍ୟା ଅମୀମାଂସିତ ରହିଆସିଛି। ଉଭୟ ଦେଶ ମଧ୍ୟରେ ଏହାକୁ ନେଇ ଅନେକ ଯୁଦ୍ଧ ହୋଇଛି। ୧୯୬୫, ୧୯୭୧ ଓ ୧୯୯୯ରେ ଭାରତ-ପାକିସ୍ତାନ ଯୁଦ୍ଧ ହୋଇଥିଲା। ସିମଲା ଚୁକ୍ତି ଅନୁସାରେ ଦ୍ୱିପାକ୍ଷିକ ଆଲୋଚନା ମାଧ୍ୟମରେ ସମସ୍ୟା ସମାଧାନ କରିବାକୁ ରାଜି ହୋଇଥିଲେ। କିନ୍ତୁ ଆତଙ୍କବାଦ ଓ ସୀମାପାର ଗୁଳିବର୍ଷଣ ଏହି ପ୍ରକ୍ରିୟାକୁ ବାଧା ଦେଇଆସିଛି। [12,862,352,1074]
chhai-contact: ମୋ - ୯୪୩୭୬୬୬୬୬୪, ଇମେଲ: dwitisahu@gmail.com [866,2287,1148,2300]
sudoku-cell[interactable] [1371,1735,1400,1763]
sudoku-cell[interactable]: 2 [1227,1764,1256,1792]
sudoku-cell[interactable]: 4 [1342,1764,1371,1792]
sudoku-cell[interactable] [1198,1678,1227,1706]
answer-cell: B [1339,1947,1360,1976]
kashmir-divider-1 [358,960,359,1770]
answer-cell: 9 [1339,2004,1360,2033]
reg-dot-cyan-2 [705,2313,717,2325]
answer-cell: 7 [1422,2176,1443,2205]
answer-cell: 8 [1401,1976,1422,2005]
zilla-headline: ଆଗକୁ ଚାଷୀ ଆନ୍ଦୋଳନ [46,282,319,318]
sudoku-answer-grid [1296,1946,1486,2206]
telecom-badge: ଆଜିର ଅର୍ଥନୀତି [662,492,840,527]
sudoku-cell[interactable]: 3 [1429,1764,1458,1792]
answer-cell: 9 [1360,1947,1381,1976]
answer-cell: 0 [1339,2148,1360,2177]
page-number: 23 [1477,2314,1490,2325]
reg-dot-magenta [282,2313,294,2325]
